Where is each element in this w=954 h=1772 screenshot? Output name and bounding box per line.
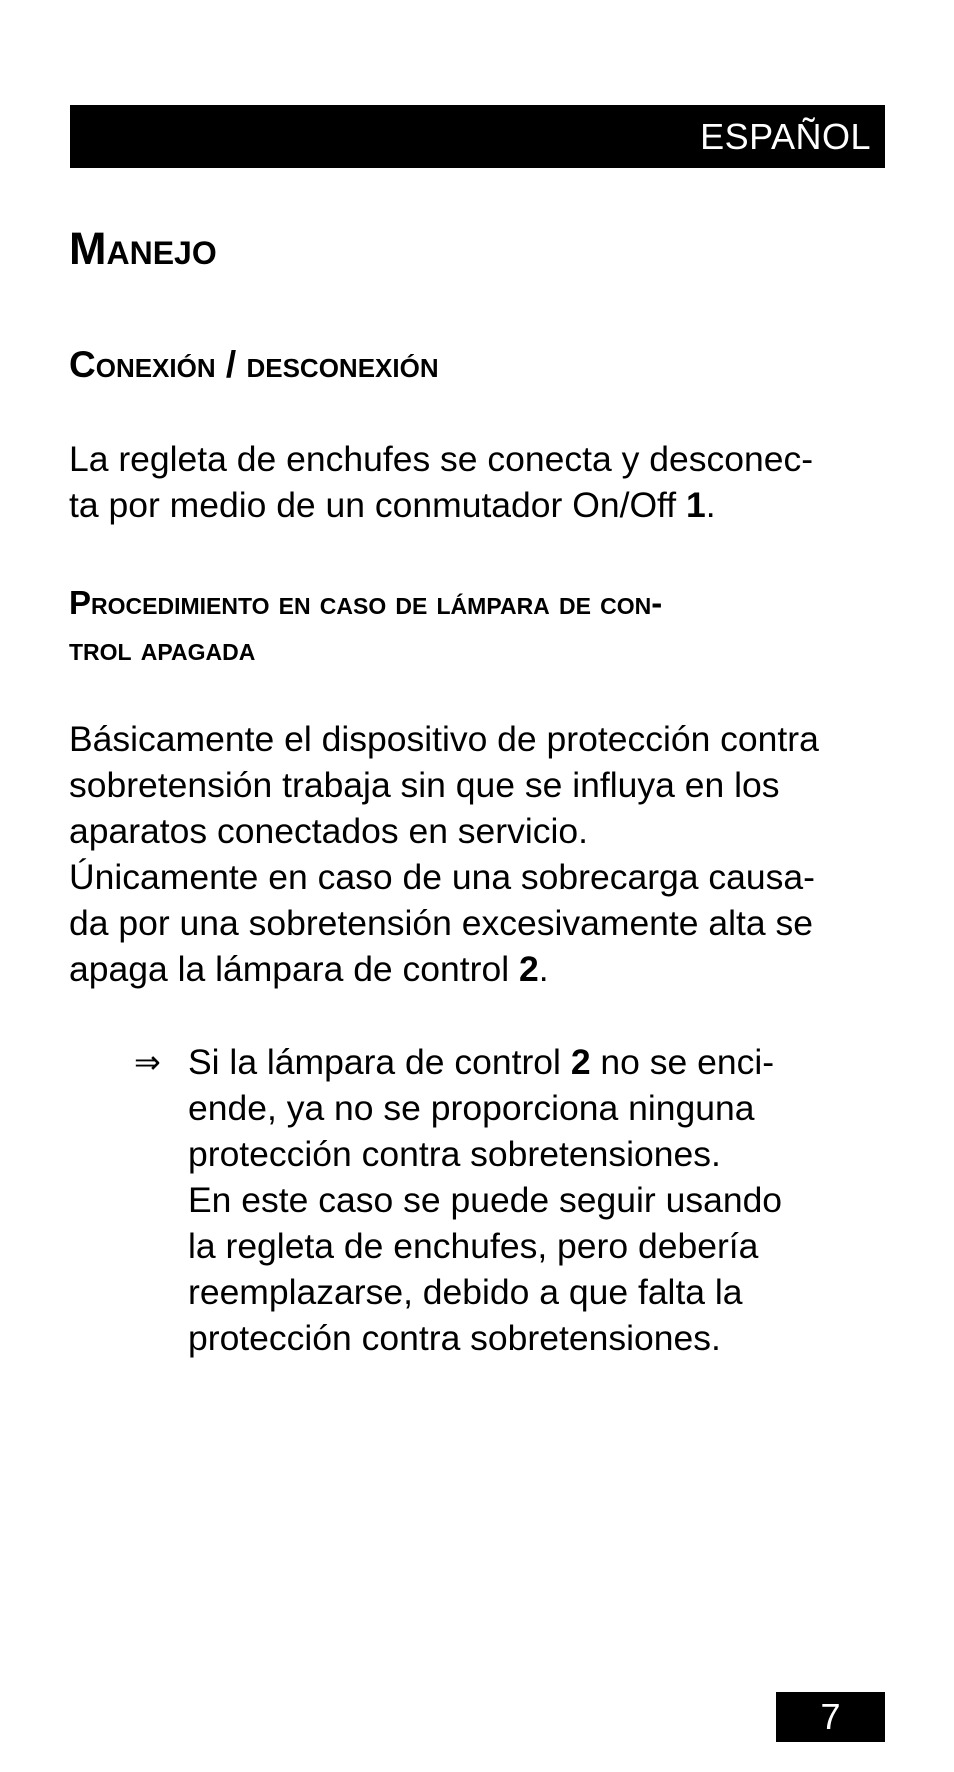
text-line: da por una sobretensión excesivamente alta se	[69, 903, 813, 943]
text-line: Básicamente el dispositivo de protección contra	[69, 719, 819, 759]
reference-number: 2	[518, 949, 539, 989]
subsection-title-procedimiento	[69, 580, 869, 672]
text-line: sobretensión trabaja sin que se influya en los	[69, 765, 780, 805]
text-line	[69, 946, 899, 992]
text-line: ende, ya no se proporciona ninguna	[188, 1088, 755, 1128]
text-line: protección contra sobretensiones.	[188, 1134, 721, 1174]
bullet-item	[134, 1039, 894, 1361]
text-span: .	[705, 485, 716, 525]
text-line: aparatos conectados en servicio.	[69, 811, 588, 851]
page-number-box	[776, 1692, 885, 1742]
text-line: reemplazarse, debido a que falta la	[188, 1272, 743, 1312]
reference-number: 2	[570, 1042, 591, 1082]
subsection-title-conexion: Conexión / desconexión	[69, 344, 439, 385]
page-number: 7	[820, 1696, 841, 1737]
text-span: apaga la lámpara de control	[69, 949, 519, 989]
double-arrow-right-icon: ⇒	[134, 1043, 161, 1081]
text-line: En este caso se puede seguir usando	[188, 1180, 783, 1220]
text-line: La regleta de enchufes se conecta y desconec-	[69, 439, 814, 479]
procedimiento-paragraph	[69, 716, 899, 992]
text-span: .	[538, 949, 549, 989]
text-line: la regleta de enchufes, pero debería	[188, 1226, 759, 1266]
text-span: no se enci-	[590, 1042, 775, 1082]
text-line: protección contra sobretensiones.	[188, 1318, 721, 1358]
text-span: ta por medio de un conmutador On/Off	[69, 485, 687, 525]
text-span: Si la lámpara de control	[188, 1042, 571, 1082]
language-header-bar	[70, 105, 885, 168]
title-line: Procedimiento en caso de lámpara de con-	[69, 584, 663, 621]
text-line	[188, 1039, 782, 1085]
text-line: Únicamente en caso de una sobrecarga causa-	[69, 857, 815, 897]
title-line: trol apagada	[69, 630, 256, 667]
conexion-paragraph	[69, 436, 899, 528]
section-title-manejo: Manejo	[69, 223, 217, 274]
reference-number: 1	[686, 485, 706, 525]
language-label: ESPAÑOL	[700, 115, 871, 157]
bullet-text	[188, 1039, 782, 1361]
text-line	[69, 482, 899, 528]
